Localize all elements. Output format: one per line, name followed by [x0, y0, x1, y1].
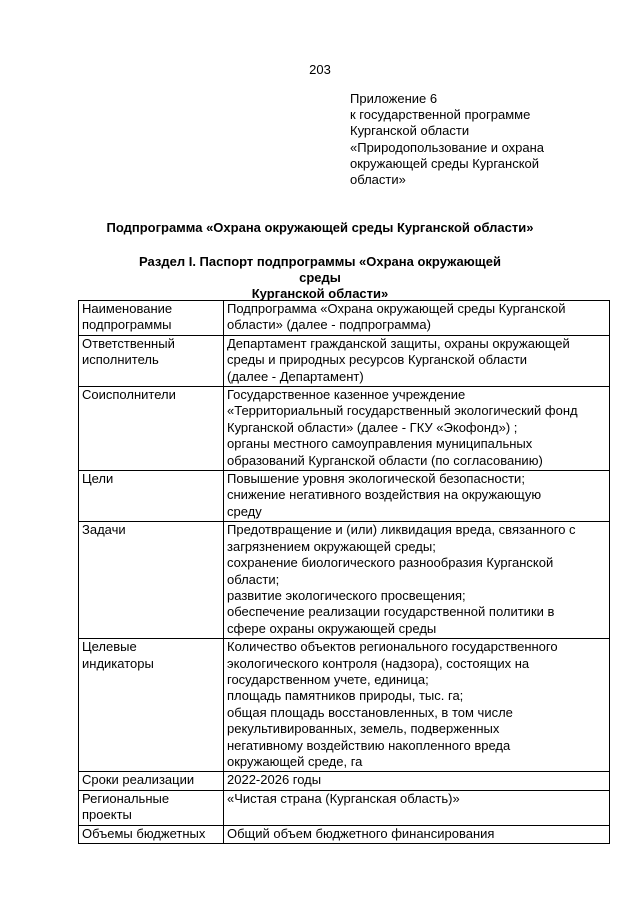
row-value-line: загрязнением окружающей среды; [227, 538, 436, 554]
row-label-cell [79, 301, 224, 336]
row-label-line: Целевые [82, 639, 137, 655]
row-label-line: Сроки реализации [82, 772, 195, 788]
row-label-line: Ответственный [82, 335, 175, 351]
row-value-line: среду [227, 503, 262, 519]
row-value-cell [224, 825, 610, 843]
passport-table-body [79, 301, 610, 844]
row-label-line: Региональные [82, 790, 170, 806]
row-value-line: органы местного самоуправления муниципальных [227, 436, 533, 452]
appendix-line: Приложение 6 [350, 91, 438, 106]
row-value-cell [224, 772, 610, 790]
table-row [79, 790, 610, 825]
row-value-line: области; [227, 571, 280, 587]
row-value-line: Подпрограмма «Охрана окружающей среды Курганской [227, 301, 566, 316]
appendix-line: окружающей среды Курганской [350, 155, 540, 171]
table-row [79, 825, 610, 843]
row-label-line: Задачи [82, 522, 126, 538]
subprogram-title: Подпрограмма «Охрана окружающей среды Курганской области» [106, 220, 534, 235]
row-value-line: экологического контроля (надзора), состоящих на [227, 655, 530, 671]
row-value-line: 2022-2026 годы [227, 772, 322, 788]
row-label-cell [79, 471, 224, 522]
row-label-line: Цели [82, 471, 114, 487]
row-label-line: индикаторы [82, 655, 154, 671]
row-value-cell [224, 301, 610, 336]
table-row [79, 639, 610, 772]
row-value-line: области» (далее - подпрограмма) [227, 317, 431, 333]
row-value-line: площадь памятников природы, тыс. га; [227, 688, 464, 704]
row-value-line: государственном учете, единица; [227, 671, 429, 687]
appendix-line: к государственной программе [350, 107, 531, 123]
table-row [79, 772, 610, 790]
row-value-line: рекультивированных, земель, подверженных [227, 721, 500, 737]
table-row [79, 301, 610, 336]
section-title-line: Курганской области» [251, 286, 389, 301]
row-label-line: проекты [82, 807, 132, 823]
row-value-line: обеспечение реализации государственной политики в [227, 604, 555, 620]
row-value-cell [224, 335, 610, 386]
row-value-line: образований Курганской области (по согласованию) [227, 452, 543, 468]
appendix-line: «Природопользование и охрана [350, 139, 545, 155]
row-label-line: подпрограммы [82, 317, 172, 333]
table-row [79, 522, 610, 639]
row-value-cell [224, 471, 610, 522]
row-value-line: развитие экологического просвещения; [227, 587, 466, 603]
section-title-line: Раздел I. Паспорт подпрограммы «Охрана окружающей среды [139, 254, 501, 285]
row-value-cell [224, 387, 610, 471]
row-value-line: Курганской области» (далее - ГКУ «Экофонд») ; [227, 419, 518, 435]
table-row [79, 471, 610, 522]
row-label-line: Соисполнители [82, 387, 176, 403]
row-value-line: общая площадь восстановленных, в том числе [227, 704, 513, 720]
row-value-line: Количество объектов регионального государственного [227, 639, 558, 655]
row-label-cell [79, 825, 224, 843]
appendix-line: области» [350, 172, 406, 188]
row-value-line: Предотвращение и (или) ликвидация вреда, связанного с [227, 522, 576, 538]
row-label-cell [79, 639, 224, 772]
row-label-cell [79, 772, 224, 790]
section-title [120, 254, 520, 302]
row-label-cell [79, 335, 224, 386]
row-value-line: «Чистая страна (Курганская область)» [227, 790, 460, 806]
row-label-cell [79, 522, 224, 639]
row-value-line: негативному воздействию накопленного вреда [227, 737, 511, 753]
appendix-line: Курганской области [350, 123, 470, 139]
row-label-line: исполнитель [82, 352, 159, 368]
passport-table [78, 300, 610, 844]
row-value-line: среды и природных ресурсов Курганской области [227, 352, 528, 368]
row-value-line: сохранение биологического разнообразия Курганской [227, 555, 554, 571]
row-value-cell [224, 790, 610, 825]
row-value-cell [224, 639, 610, 772]
row-value-line: Государственное казенное учреждение [227, 387, 466, 403]
row-value-cell [224, 522, 610, 639]
row-value-line: Общий объем бюджетного финансирования [227, 825, 495, 841]
row-value-line: окружающей среде, га [227, 753, 363, 769]
row-value-line: (далее - Департамент) [227, 368, 364, 384]
row-value-line: сфере охраны окружающей среды [227, 620, 437, 636]
row-value-line: «Территориальный государственный экологический фонд [227, 403, 578, 419]
table-row [79, 335, 610, 386]
row-label-cell [79, 387, 224, 471]
page-number: 203 [309, 62, 331, 77]
row-label-line: Наименование [82, 301, 173, 316]
row-value-line: Повышение уровня экологической безопасности; [227, 471, 525, 487]
row-value-line: снижение негативного воздействия на окружающую [227, 487, 542, 503]
row-label-cell [79, 790, 224, 825]
table-row [79, 387, 610, 471]
row-value-line: Департамент гражданской защиты, охраны окружающей [227, 335, 570, 351]
appendix-caption [350, 91, 600, 188]
row-label-line: Объемы бюджетных [82, 825, 206, 841]
